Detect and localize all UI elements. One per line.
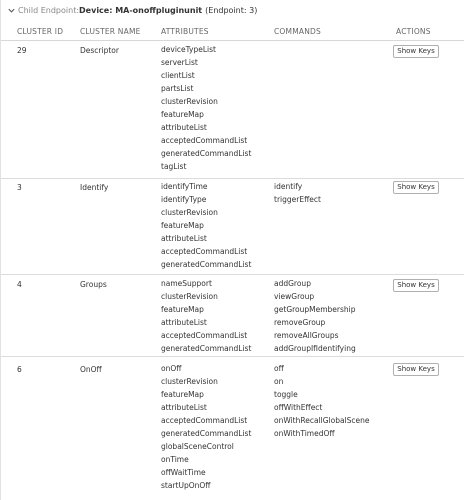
command-item: toggle <box>274 390 298 399</box>
attribute-item: acceptedCommandList <box>161 136 248 145</box>
command-item: removeAllGroups <box>274 331 339 340</box>
command-item: addGroupIfIdentifying <box>274 344 356 353</box>
column-header-commands: COMMANDS <box>274 27 321 36</box>
attribute-item: clusterRevision <box>161 377 218 386</box>
column-header-cluster-name: CLUSTER NAME <box>80 27 141 36</box>
command-item: removeGroup <box>274 318 326 327</box>
attribute-item: attributeList <box>161 123 207 132</box>
cluster-name: Groups <box>80 280 107 289</box>
attribute-item: acceptedCommandList <box>161 247 248 256</box>
cluster-id: 4 <box>17 280 22 289</box>
column-header-cluster-id: CLUSTER ID <box>17 27 64 36</box>
child-endpoint-label: Child Endpoint: <box>18 5 80 15</box>
row-divider <box>1 178 464 179</box>
attribute-item: serverList <box>161 58 198 67</box>
show-keys-button[interactable]: Show Keys <box>393 181 439 194</box>
show-keys-button[interactable]: Show Keys <box>393 279 439 292</box>
attribute-item: startUpOnOff <box>161 481 211 490</box>
column-header-attributes: ATTRIBUTES <box>161 27 209 36</box>
command-item: on <box>274 377 284 386</box>
attribute-item: generatedCommandList <box>161 344 252 353</box>
attribute-item: clientList <box>161 71 195 80</box>
attribute-item: generatedCommandList <box>161 429 252 438</box>
cluster-id: 6 <box>17 365 22 374</box>
attribute-item: partsList <box>161 84 194 93</box>
command-item: off <box>274 364 284 373</box>
attribute-item: tagList <box>161 162 187 171</box>
attribute-list <box>161 180 251 271</box>
cluster-name: Identify <box>80 183 109 192</box>
device-name: Device: MA-onoffpluginunit <box>79 5 203 15</box>
attribute-item: acceptedCommandList <box>161 331 248 340</box>
attribute-list <box>161 277 251 355</box>
attribute-item: onOff <box>161 364 182 373</box>
show-keys-button[interactable]: Show Keys <box>393 363 439 376</box>
attribute-item: clusterRevision <box>161 292 218 301</box>
attribute-list <box>161 43 251 173</box>
attribute-item: deviceTypeList <box>161 45 216 54</box>
attribute-item: featureMap <box>161 390 204 399</box>
command-item: triggerEffect <box>274 195 321 204</box>
attribute-list <box>161 362 251 492</box>
attribute-item: attributeList <box>161 318 207 327</box>
attribute-item: identifyTime <box>161 182 208 191</box>
attribute-item: clusterRevision <box>161 208 218 217</box>
chevron-down-icon[interactable] <box>7 6 16 15</box>
column-header-actions: ACTIONS <box>396 27 431 36</box>
row-divider <box>1 274 464 275</box>
attribute-item: attributeList <box>161 234 207 243</box>
cluster-name: Descriptor <box>80 46 119 55</box>
child-endpoint-header[interactable] <box>7 3 257 17</box>
attribute-item: featureMap <box>161 110 204 119</box>
command-item: viewGroup <box>274 292 315 301</box>
command-item: getGroupMembership <box>274 305 356 314</box>
attribute-item: clusterRevision <box>161 97 218 106</box>
command-list <box>274 180 321 206</box>
endpoint-number: (Endpoint: 3) <box>205 5 258 15</box>
cluster-name: OnOff <box>80 365 102 374</box>
command-item: onWithRecallGlobalScene <box>274 416 370 425</box>
attribute-item: featureMap <box>161 305 204 314</box>
row-divider <box>1 356 464 357</box>
attribute-item: acceptedCommandList <box>161 416 248 425</box>
attribute-item: featureMap <box>161 221 204 230</box>
command-list <box>274 277 356 355</box>
command-item: addGroup <box>274 279 311 288</box>
command-list <box>274 362 370 440</box>
cluster-id: 3 <box>17 183 22 192</box>
attribute-item: globalSceneControl <box>161 442 234 451</box>
attribute-item: identifyType <box>161 195 207 204</box>
show-keys-button[interactable]: Show Keys <box>393 45 439 58</box>
attribute-item: generatedCommandList <box>161 149 252 158</box>
header-divider <box>1 40 464 41</box>
attribute-item: offWaitTime <box>161 468 206 477</box>
command-item: offWithEffect <box>274 403 323 412</box>
attribute-item: generatedCommandList <box>161 260 252 269</box>
attribute-item: nameSupport <box>161 279 212 288</box>
attribute-item: attributeList <box>161 403 207 412</box>
command-item: onWithTimedOff <box>274 429 335 438</box>
cluster-id: 29 <box>17 46 27 55</box>
command-item: identify <box>274 182 303 191</box>
attribute-item: onTime <box>161 455 189 464</box>
